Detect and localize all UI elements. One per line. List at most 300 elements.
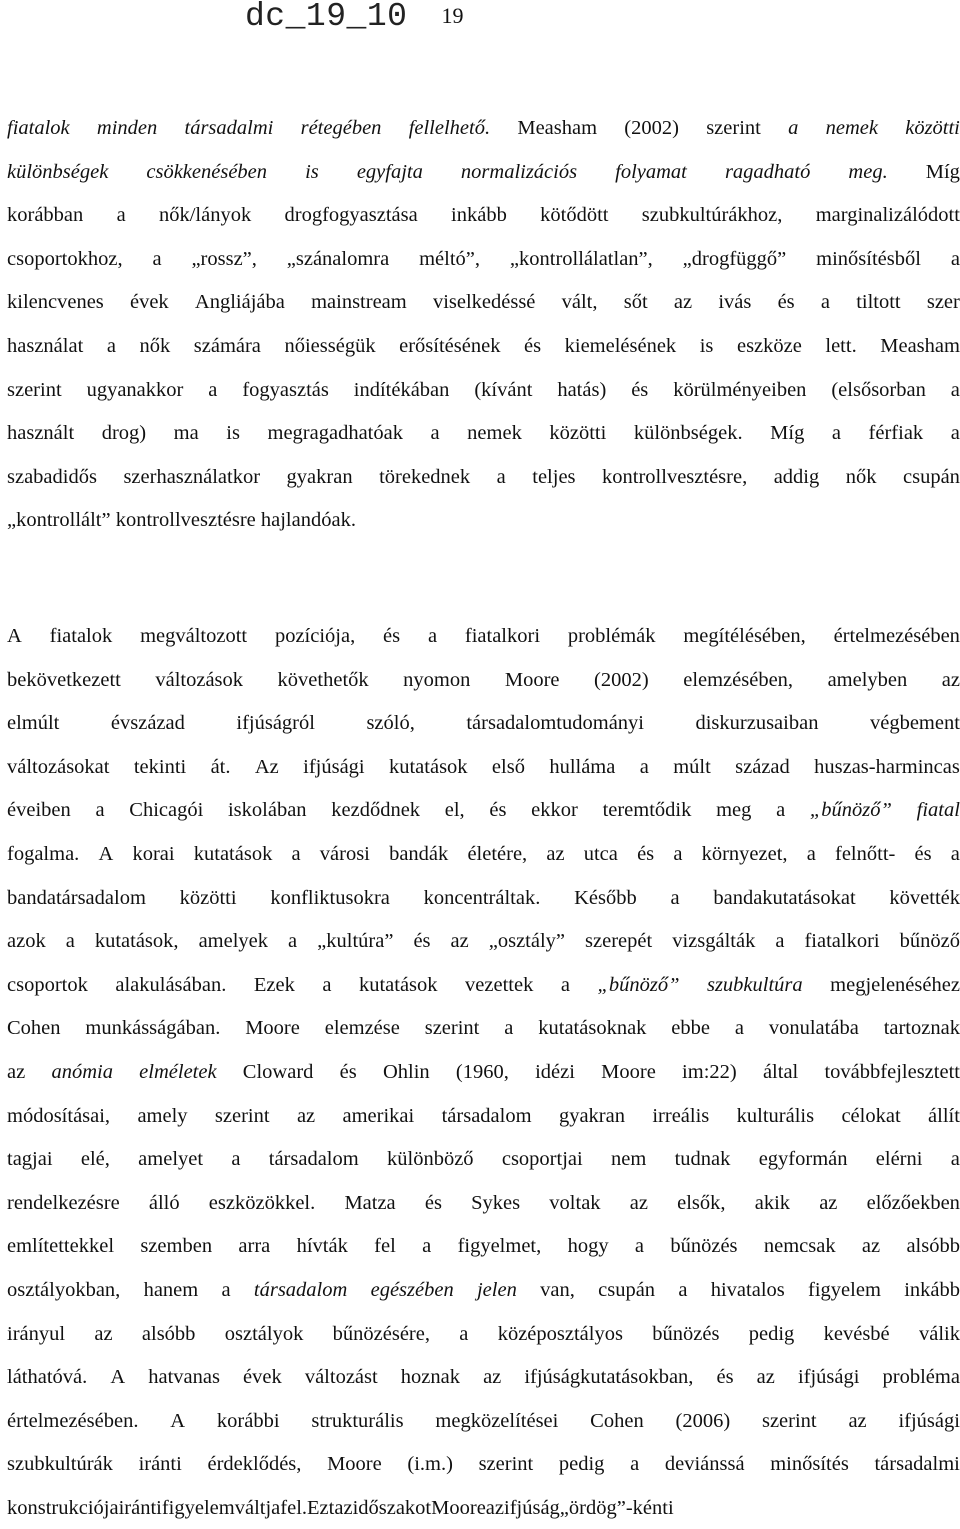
text-segment: Míg <box>925 160 960 183</box>
text-segment: inkább <box>904 1278 960 1301</box>
text-segment: szubkultúra <box>706 973 803 996</box>
text-segment: váltja <box>234 1496 281 1519</box>
text-segment: az <box>334 1496 353 1519</box>
text-segment: (kívánt <box>474 378 533 401</box>
text-segment: hogy <box>567 1235 609 1258</box>
text-segment: fellelhető. <box>408 117 491 139</box>
text-segment: szer <box>926 291 960 314</box>
text-segment: a <box>831 422 841 445</box>
text-segment: vezettek <box>465 973 534 996</box>
text-segment: meg. <box>848 160 888 183</box>
text-segment: a <box>322 973 332 996</box>
text-segment: és <box>914 842 932 865</box>
text-segment: elméletek <box>139 1060 217 1083</box>
text-segment: elemzésében, <box>683 668 794 691</box>
text-segment: hivatalos <box>710 1278 785 1301</box>
text-segment: nők <box>139 334 171 357</box>
text-segment: Moore <box>245 1017 300 1040</box>
text-segment: voltak <box>549 1191 601 1214</box>
text-line <box>7 1051 960 1095</box>
text-segment: nyomon <box>403 668 471 691</box>
text-segment: vonulatába <box>768 1017 859 1040</box>
text-segment: és <box>339 1060 357 1083</box>
text-segment: évek <box>129 291 169 314</box>
text-line <box>7 369 960 413</box>
text-segment: A <box>110 1366 126 1389</box>
text-segment: szerint <box>424 1017 480 1040</box>
text-segment: az <box>673 291 693 314</box>
text-segment: nők <box>845 465 877 488</box>
text-segment: városi <box>319 842 370 865</box>
text-segment: viselkedéssé <box>432 291 536 314</box>
text-segment: a <box>820 291 830 314</box>
text-segment: a <box>95 799 105 822</box>
text-segment: társadalom <box>441 1104 532 1127</box>
text-segment: meg <box>716 799 752 822</box>
text-segment: problémák <box>567 625 656 647</box>
text-segment: az <box>94 1322 113 1345</box>
text-segment: a <box>560 973 570 996</box>
text-segment: fogyasztás <box>242 378 329 401</box>
text-segment: az <box>819 1191 838 1214</box>
text-line <box>7 615 960 659</box>
text-segment: az <box>941 668 960 691</box>
text-segment: első <box>491 755 525 778</box>
text-segment: az <box>861 1235 881 1258</box>
text-segment: pozíciója, <box>274 625 356 647</box>
text-segment: is <box>305 160 319 183</box>
text-segment: tartoznak <box>883 1017 960 1040</box>
text-segment: Sykes <box>471 1191 521 1214</box>
text-segment: kontrollvesztésre, <box>602 465 748 488</box>
text-line <box>7 1095 960 1139</box>
text-segment: korai <box>132 842 175 865</box>
text-segment: Később <box>574 886 637 909</box>
text-segment: anómia <box>51 1060 113 1083</box>
text-segment: elmúlt <box>7 712 60 735</box>
text-segment: bűnözésére, <box>332 1322 430 1345</box>
text-segment: teljes <box>532 465 576 488</box>
text-segment: ifjúságkutatásokban, <box>524 1366 694 1389</box>
text-segment: középosztályos <box>497 1322 623 1345</box>
text-segment: bandakutatásokat <box>713 886 856 909</box>
text-segment: szerint <box>706 117 761 139</box>
text-segment: marginalizálódott <box>815 204 960 227</box>
text-segment: A <box>98 842 114 865</box>
text-segment: a <box>639 755 649 778</box>
text-segment: elsők, <box>677 1191 726 1214</box>
text-segment: a <box>65 930 75 953</box>
text-segment: és <box>524 334 542 357</box>
text-segment: irányul <box>7 1322 66 1345</box>
text-segment: Moore <box>327 1453 382 1476</box>
text-segment: és <box>424 1191 442 1214</box>
text-segment: nem <box>611 1148 647 1171</box>
text-segment: nők/lányok <box>158 204 252 227</box>
text-line <box>7 1313 960 1357</box>
text-segment: és <box>637 842 655 865</box>
text-segment: a <box>221 1278 231 1301</box>
text-segment: az <box>450 930 469 953</box>
text-segment: fel <box>374 1235 396 1258</box>
text-segment: nemek <box>467 422 522 445</box>
text-line <box>7 833 960 877</box>
text-segment: bandák <box>389 842 449 865</box>
text-segment: osztályok <box>224 1322 304 1345</box>
text-segment: kevésbé <box>823 1322 890 1345</box>
text-segment: is <box>226 422 240 445</box>
text-segment: társadalom <box>253 1278 348 1301</box>
text-segment: megváltozott <box>140 625 248 647</box>
text-segment: kutatások <box>388 755 468 778</box>
text-segment: különbségek. <box>633 422 743 445</box>
text-segment: egyfajta <box>356 160 423 183</box>
text-segment: „ördög”-kénti <box>559 1496 674 1519</box>
text-segment: ifjúsági <box>797 1366 860 1389</box>
text-segment: kezdődnek <box>331 799 421 822</box>
text-segment: körülményeiben <box>673 378 807 401</box>
text-segment: szemben <box>140 1235 213 1258</box>
text-segment: és <box>489 799 507 822</box>
text-segment: méltó”, <box>419 247 481 270</box>
text-segment: fel. <box>280 1496 308 1519</box>
text-segment: im:22) <box>682 1060 737 1083</box>
text-segment: Measham <box>517 117 598 139</box>
text-segment: amelyek <box>198 930 269 953</box>
text-segment: az <box>546 842 565 865</box>
text-segment: egészében <box>370 1278 454 1301</box>
text-segment: a <box>288 930 298 953</box>
text-segment: a <box>430 422 440 445</box>
text-line <box>7 1443 960 1487</box>
text-segment: alsóbb <box>141 1322 196 1345</box>
text-segment: figyelem <box>808 1278 881 1301</box>
text-segment: irreális <box>652 1104 710 1127</box>
text-segment: és <box>383 625 401 647</box>
text-segment: az <box>848 1409 867 1432</box>
text-segment: vált, <box>561 291 598 314</box>
text-segment: ifjúsági <box>898 1409 960 1432</box>
text-segment: Ezt <box>307 1496 335 1519</box>
text-segment: az <box>485 1496 504 1519</box>
text-segment: kötődött <box>540 204 609 227</box>
text-segment: használt <box>7 422 75 445</box>
text-segment: változásokat <box>7 755 110 778</box>
text-segment: éveiben <box>7 799 71 822</box>
text-segment: értelmezésében. <box>7 1409 139 1432</box>
text-segment: a <box>630 1453 640 1476</box>
text-segment: akik <box>754 1191 791 1214</box>
text-segment: szerint <box>7 378 62 401</box>
text-segment: a <box>950 378 960 401</box>
text-segment: minősítésből <box>816 247 921 270</box>
text-segment: kutatások <box>358 973 438 996</box>
text-segment: szabadidős <box>7 465 97 488</box>
text-segment: végbement <box>869 712 960 735</box>
text-segment: huszas-harmincas <box>814 755 960 778</box>
text-segment: Az <box>254 755 279 778</box>
text-segment: csoportjai <box>501 1148 583 1171</box>
text-segment: szerint <box>761 1409 817 1432</box>
text-line <box>7 456 960 500</box>
text-segment: (i.m.) <box>407 1453 453 1476</box>
text-segment: csoportok <box>7 973 88 996</box>
text-segment: (elsősorban <box>831 378 926 401</box>
text-segment: változást <box>304 1366 378 1389</box>
text-segment: a <box>291 842 301 865</box>
text-segment: „kultúra” <box>317 930 394 953</box>
text-segment: idézi <box>535 1060 575 1083</box>
text-segment: arra <box>238 1235 271 1258</box>
text-segment: konfliktusokra <box>270 886 390 909</box>
text-segment: Matza <box>344 1191 396 1214</box>
text-segment: szerint <box>214 1104 270 1127</box>
text-segment: koncentráltak. <box>423 886 541 909</box>
text-segment: módosításai, <box>7 1104 111 1127</box>
text-segment: ifjúság <box>504 1496 560 1519</box>
text-segment: évek <box>243 1366 282 1389</box>
text-segment: deviánssá <box>664 1453 745 1476</box>
text-segment: csoportokhoz, <box>7 247 123 270</box>
text-segment: csupán <box>598 1278 656 1301</box>
text-segment: fiatalkori <box>804 930 880 953</box>
text-segment: tagjai <box>7 1148 53 1171</box>
text-segment: Cohen <box>590 1409 644 1432</box>
text-segment: el, <box>444 799 465 822</box>
text-segment: a <box>950 842 960 865</box>
text-segment: Moore <box>601 1060 656 1083</box>
text-segment: diskurzusaiban <box>695 712 819 735</box>
text-segment: szubkultúrákhoz, <box>641 204 783 227</box>
text-segment: állít <box>928 1104 960 1127</box>
text-line <box>7 702 960 746</box>
text-segment: különbségek <box>7 160 109 183</box>
text-segment: erősítésének <box>399 334 501 357</box>
text-segment: a <box>806 842 816 865</box>
text-segment: (2002) <box>594 668 649 691</box>
text-segment: rendelkezésre <box>7 1191 120 1214</box>
text-segment: minden <box>96 117 158 139</box>
text-segment: munkásságában. <box>85 1017 221 1040</box>
text-segment: álló <box>148 1191 180 1214</box>
document-id: dc_19_10 <box>245 0 408 35</box>
text-segment: a <box>208 378 218 401</box>
text-segment: által <box>762 1060 799 1083</box>
text-segment: nemcsak <box>763 1235 836 1258</box>
text-segment: pedig <box>748 1322 795 1345</box>
text-segment: fiatalkori <box>464 625 541 647</box>
text-segment: a <box>422 1235 432 1258</box>
text-segment: számára <box>193 334 261 357</box>
text-segment: követték <box>889 886 960 909</box>
text-segment: jelen <box>476 1278 517 1301</box>
text-segment: elemzése <box>324 1017 400 1040</box>
text-segment: tekinti <box>133 755 187 778</box>
text-line <box>7 1356 960 1400</box>
text-segment: nőiességük <box>284 334 376 357</box>
text-segment: osztályokban, <box>7 1278 121 1301</box>
text-segment: használat <box>7 334 84 357</box>
text-segment: bűnözés <box>670 1235 738 1258</box>
text-segment: ivás <box>718 291 752 314</box>
text-segment: a <box>106 334 116 357</box>
text-segment: fiatal <box>916 799 960 822</box>
text-segment: megjelenéséhez <box>830 973 960 996</box>
text-segment: érdeklődés, <box>207 1453 302 1476</box>
text-line <box>7 107 960 151</box>
text-segment: csupán <box>903 465 960 488</box>
text-line <box>7 151 960 195</box>
text-segment: probléma <box>882 1366 960 1389</box>
text-segment: strukturális <box>311 1409 404 1432</box>
text-segment: elérni <box>875 1148 923 1171</box>
text-segment: kutatásoknak <box>538 1017 647 1040</box>
text-segment: szerepét <box>585 930 653 953</box>
text-line <box>7 412 960 456</box>
text-line <box>7 238 960 282</box>
text-segment: „bűnöző” <box>597 973 680 996</box>
text-segment: ekkor <box>531 799 578 822</box>
text-segment: Cohen <box>7 1017 61 1040</box>
text-segment: megítélésében, <box>683 625 806 647</box>
text-segment: „drogfüggő” <box>682 247 787 270</box>
text-segment: életére, <box>467 842 528 865</box>
text-segment: felnőtt- <box>835 842 896 865</box>
text-segment: a <box>950 1148 960 1171</box>
text-segment: Moore <box>431 1496 486 1519</box>
text-line <box>7 1487 960 1529</box>
text-segment: bandatársadalom <box>7 886 146 909</box>
text-segment: ifjúsági <box>303 755 365 778</box>
text-segment: amelyet <box>138 1148 204 1171</box>
text-segment: említettekkel <box>7 1235 115 1258</box>
text-segment: bűnöző <box>899 930 960 953</box>
text-segment: korábban <box>7 204 84 227</box>
text-segment: alsóbb <box>906 1235 960 1258</box>
text-segment: ma <box>173 422 199 445</box>
text-segment: csökkenésében <box>146 160 268 183</box>
text-segment: mainstream <box>311 291 407 314</box>
text-segment: hatás) <box>557 378 607 401</box>
text-line <box>7 877 960 921</box>
text-segment: gyakran <box>558 1104 625 1127</box>
text-segment: kilencvenes <box>7 291 104 314</box>
text-segment: a <box>950 422 960 445</box>
text-line <box>7 964 960 1008</box>
text-segment: fiatalok <box>7 117 70 139</box>
text-segment: különböző <box>387 1148 474 1171</box>
text-segment: eszközökkel. <box>208 1191 316 1214</box>
text-segment: azok <box>7 930 46 953</box>
text-line <box>7 920 960 964</box>
text-segment: amelyben <box>827 668 908 691</box>
text-segment: addig <box>773 465 820 488</box>
text-segment: hulláma <box>549 755 616 778</box>
text-line <box>7 325 960 369</box>
text-segment: törekednek <box>379 465 471 488</box>
text-line <box>7 499 960 543</box>
text-segment: a <box>788 117 799 139</box>
text-segment: indítékában <box>353 378 450 401</box>
text-segment: (2006) <box>675 1409 731 1432</box>
text-segment: „kontrollálatlan”, <box>509 247 653 270</box>
paragraph-2 <box>7 615 960 1529</box>
text-segment: „szánalomra <box>286 247 390 270</box>
text-segment: ebbe <box>671 1017 710 1040</box>
text-segment: kutatások <box>193 842 273 865</box>
text-segment: az <box>756 1366 775 1389</box>
text-segment: Ohlin <box>382 1060 430 1083</box>
text-segment: figyelmet, <box>457 1235 542 1258</box>
text-line <box>7 1400 960 1444</box>
text-segment: is <box>699 334 714 357</box>
text-segment: társadalom <box>268 1148 359 1171</box>
text-segment: időszakot <box>352 1496 432 1519</box>
text-line <box>7 1138 960 1182</box>
text-segment: és <box>716 1366 734 1389</box>
text-line <box>7 1007 960 1051</box>
text-segment: megragadhatóak <box>267 422 403 445</box>
text-segment: fiatalok <box>49 625 113 647</box>
text-segment: alakulásában. <box>115 973 227 996</box>
text-segment: „rossz”, <box>191 247 257 270</box>
text-segment: a <box>116 204 126 227</box>
text-segment: Cloward <box>242 1060 314 1083</box>
text-segment: és <box>777 291 795 314</box>
text-segment: Moore <box>504 668 560 691</box>
text-segment: célokat <box>841 1104 901 1127</box>
text-segment: közötti <box>549 422 607 445</box>
text-segment: hívták <box>296 1235 348 1258</box>
text-segment: múlt <box>673 755 711 778</box>
text-segment: és <box>413 930 431 953</box>
text-segment: férfiak <box>868 422 924 445</box>
text-segment: közötti <box>905 117 960 139</box>
text-segment: Measham <box>880 334 960 357</box>
text-segment: közötti <box>179 886 237 909</box>
text-segment: A <box>170 1409 186 1432</box>
text-segment: ragadható <box>724 160 811 183</box>
text-line <box>7 1225 960 1269</box>
text-segment: az <box>7 1060 26 1083</box>
text-segment: hoznak <box>400 1366 460 1389</box>
text-segment: kutatások, <box>94 930 179 953</box>
text-segment: a <box>776 799 786 822</box>
text-segment: ugyanakkor <box>86 378 184 401</box>
text-line <box>7 194 960 238</box>
text-segment: az <box>296 1104 316 1127</box>
text-segment: sőt <box>623 291 648 314</box>
text-segment: társadalomtudományi <box>466 712 644 735</box>
text-segment: drog) <box>101 422 147 445</box>
text-segment: iránti <box>118 1496 162 1519</box>
text-segment: „kontrollált” kontrollvesztésre hajlandóak. <box>7 509 356 532</box>
text-segment: a <box>950 247 960 270</box>
text-line <box>7 789 960 833</box>
text-segment: lett. <box>825 334 857 357</box>
text-segment: értelmezésében <box>833 625 960 647</box>
text-segment: iskolában <box>227 799 307 822</box>
text-segment: (1960, <box>455 1060 509 1083</box>
text-segment: folyamat <box>615 160 687 183</box>
text-segment: megközelítései <box>435 1409 559 1432</box>
text-segment: át. <box>210 755 231 778</box>
text-segment: követhetők <box>277 668 369 691</box>
text-segment: hatvanas <box>148 1366 220 1389</box>
text-segment: amerikai <box>342 1104 415 1127</box>
text-segment: társadalmi <box>874 1453 960 1476</box>
text-segment: a <box>634 1235 645 1258</box>
